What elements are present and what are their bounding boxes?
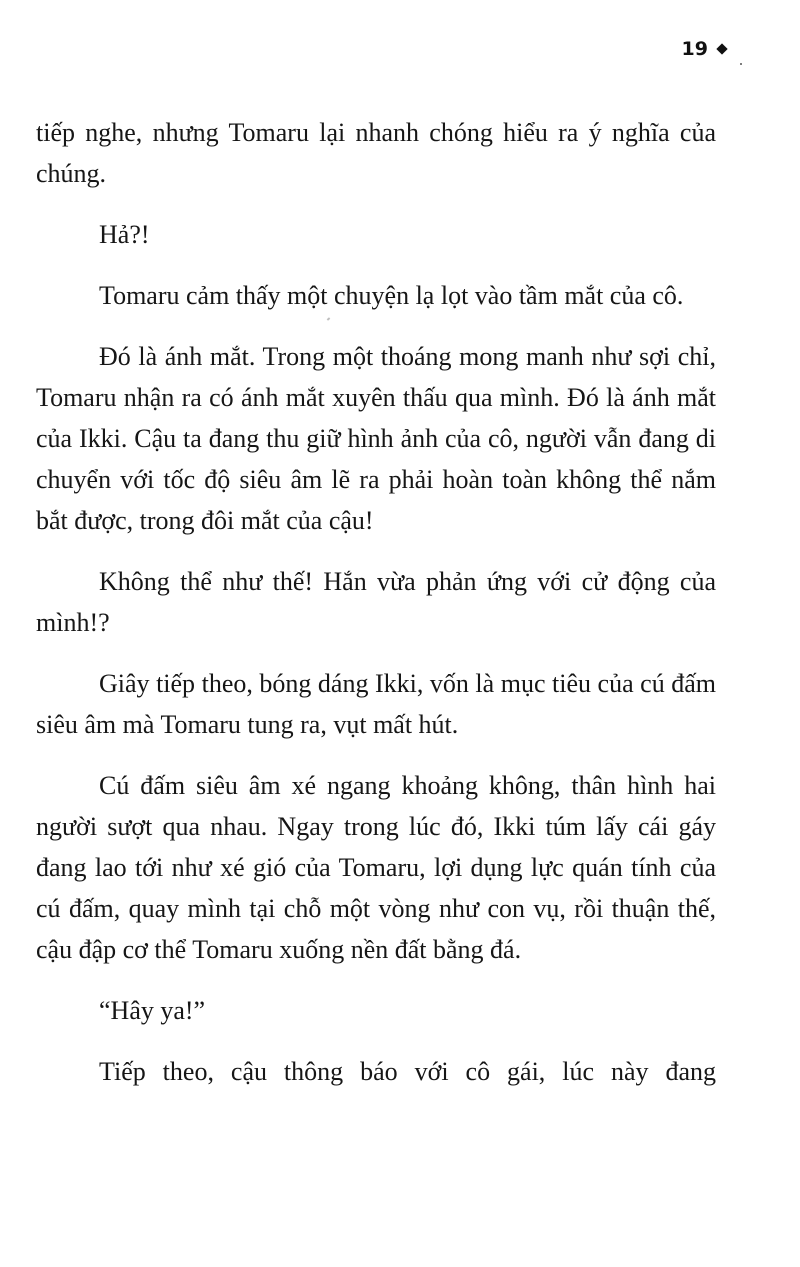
paragraph-2: Hả?! [99, 220, 150, 249]
paragraph-8: “Hây ya!” [99, 996, 206, 1025]
diamond-ornament-icon [716, 43, 727, 54]
print-speck [740, 63, 742, 65]
paragraph-7: Cú đấm siêu âm xé ngang khoảng không, thân hình hai người sượt qua nhau. Ngay trong lúc đó, Ikki túm lấy cái gáy đang lao tới như xé gió của Tomaru, lợi dụng lực quán tính của cú đấm, quay mình tại chỗ một vòng như con vụ, rồi thuận thế, cậu đập cơ thể Tomaru xuống nền đất bằng đá. [36, 771, 716, 964]
paragraph-6: Giây tiếp theo, bóng dáng Ikki, vốn là mục tiêu của cú đấm siêu âm mà Tomaru tung ra, vụt mất hút. [36, 669, 716, 739]
body-text [36, 112, 716, 1112]
paragraph-5: Không thể như thế! Hắn vừa phản ứng với cử động của mình!? [36, 567, 716, 637]
paragraph-9: Tiếp theo, cậu thông báo với cô gái, lúc này đang [99, 1057, 716, 1086]
page-header [682, 38, 726, 60]
page-number: 19 [681, 38, 708, 60]
paragraph-4: Đó là ánh mắt. Trong một thoáng mong manh như sợi chỉ, Tomaru nhận ra có ánh mắt xuyên thấu qua mình. Đó là ánh mắt của Ikki. Cậu ta đang thu giữ hình ảnh của cô, người vẫn đang di chuyển với tốc độ siêu âm lẽ ra phải hoàn toàn không thể nắm bắt được, trong đôi mắt của cậu! [36, 342, 716, 535]
paragraph-1: tiếp nghe, nhưng Tomaru lại nhanh chóng hiểu ra ý nghĩa của chúng. [36, 118, 716, 188]
paragraph-3: Tomaru cảm thấy một chuyện lạ lọt vào tầm mắt của cô. [99, 281, 684, 310]
